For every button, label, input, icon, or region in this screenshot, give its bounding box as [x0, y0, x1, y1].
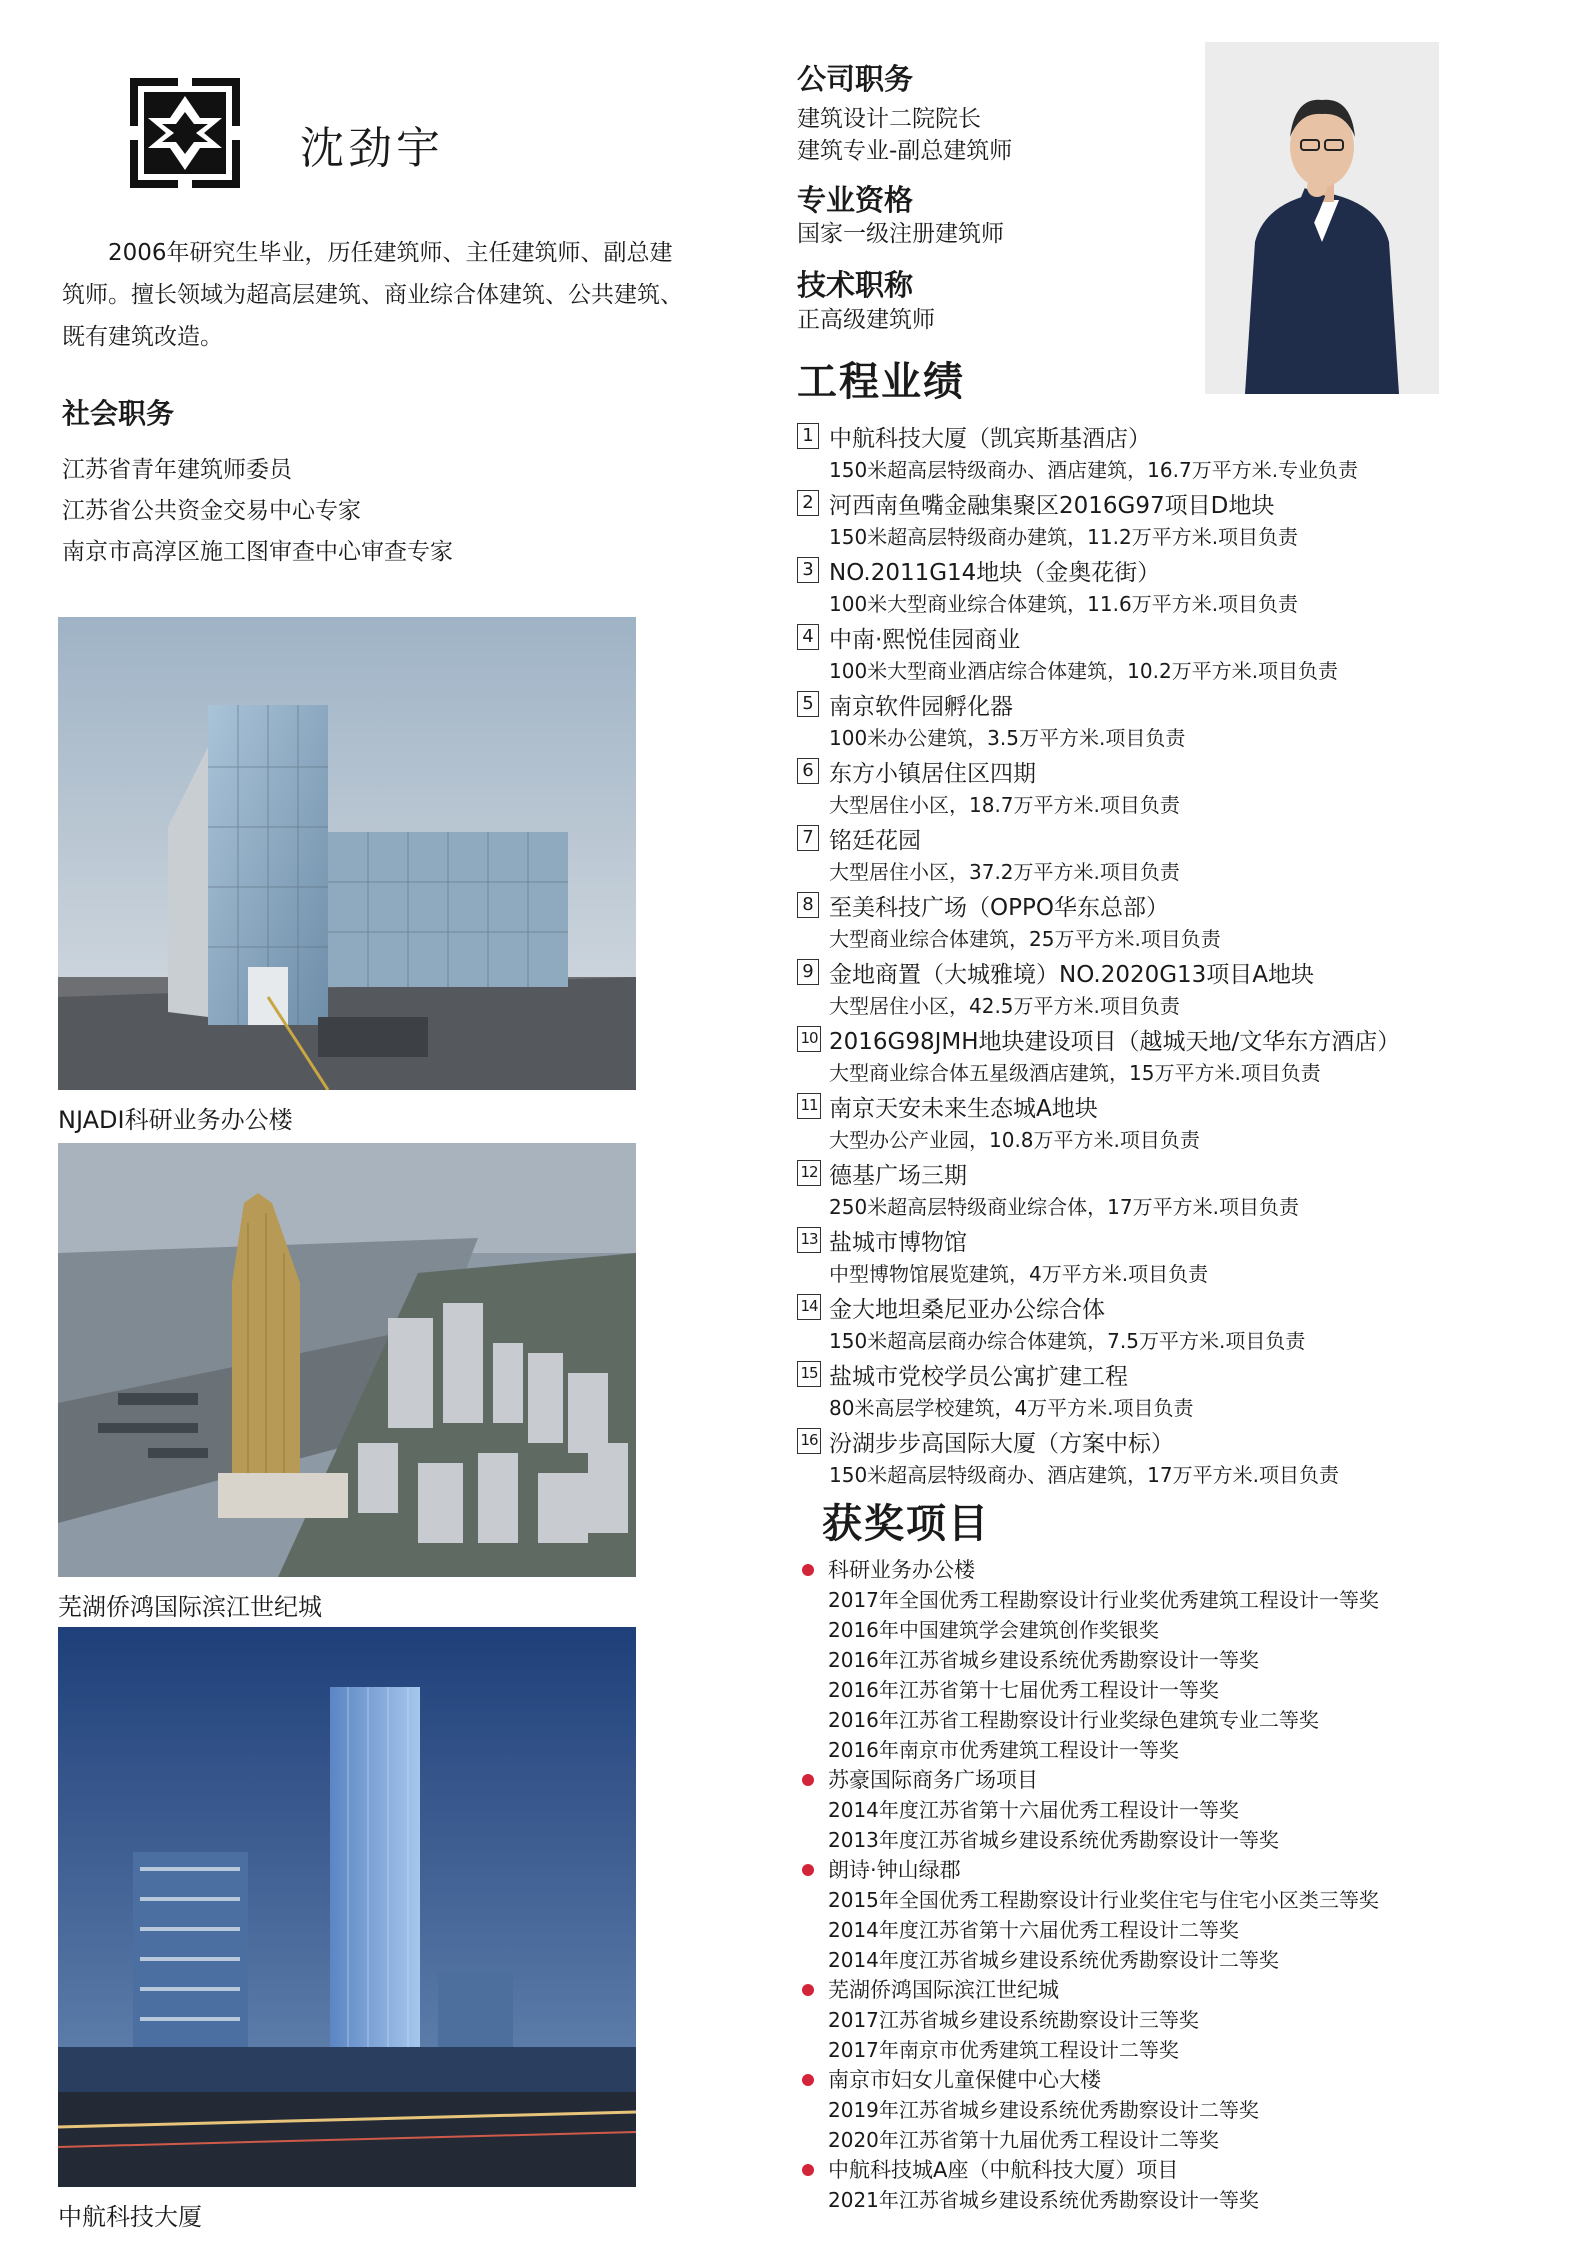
project-item: [797, 889, 1557, 955]
project-description: 大型商业综合体建筑，25万平方米.项目负责: [829, 927, 1221, 951]
project-number: 11: [797, 1093, 821, 1119]
project-title: 中南·熙悦佳园商业: [829, 627, 1021, 653]
award-item: 2013年度江苏省城乡建设系统优秀勘察设计一等奖: [828, 1828, 1279, 1852]
project-description: 大型商业综合体五星级酒店建筑，15万平方米.项目负责: [829, 1061, 1321, 1085]
social-list: [62, 450, 453, 573]
technical-title-heading: 技术职称: [797, 268, 914, 302]
night-skyscraper-photo: [58, 1627, 636, 2187]
award-group: [800, 2065, 1560, 2155]
award-item: 2014年度江苏省城乡建设系统优秀勘察设计二等奖: [828, 1948, 1279, 1972]
project-item: [797, 755, 1557, 821]
project-description: 中型博物馆展览建筑，4万平方米.项目负责: [829, 1262, 1209, 1286]
project-title: 中航科技大厦（凯宾斯基酒店）: [829, 426, 1151, 452]
photo-caption: 中航科技大厦: [58, 2203, 202, 2231]
award-project: 科研业务办公楼: [828, 1558, 975, 1582]
project-item: [797, 1023, 1557, 1089]
project-description: 100米大型商业酒店综合体建筑，10.2万平方米.项目负责: [829, 659, 1339, 683]
project-title: 金地商置（大城雅境）NO.2020G13项目A地块: [829, 962, 1315, 988]
project-number: 5: [797, 691, 819, 717]
project-item: [797, 1425, 1557, 1491]
photo-caption: NJADI科研业务办公楼: [58, 1106, 293, 1134]
project-description: 100米办公建筑，3.5万平方米.项目负责: [829, 726, 1186, 750]
project-description: 150米超高层特级商办、酒店建筑，16.7万平方米.专业负责: [829, 458, 1359, 482]
project-item: [797, 956, 1557, 1022]
project-number: 14: [797, 1294, 821, 1320]
project-number: 12: [797, 1160, 821, 1186]
project-title: 河西南鱼嘴金融集聚区2016G97项目D地块: [829, 493, 1275, 519]
project-description: 80米高层学校建筑，4万平方米.项目负责: [829, 1396, 1194, 1420]
project-title: 南京天安未来生态城A地块: [829, 1096, 1098, 1122]
project-title: 铭廷花园: [829, 828, 921, 854]
project-description: 大型办公产业园，10.8万平方米.项目负责: [829, 1128, 1200, 1152]
project-number: 1: [797, 423, 819, 449]
award-item: 2017江苏省城乡建设系统勘察设计三等奖: [828, 2008, 1199, 2032]
company-position-line: 建筑专业-副总建筑师: [797, 138, 1013, 164]
bullet-icon: [802, 1774, 814, 1786]
bullet-icon: [802, 1564, 814, 1576]
award-project: 苏豪国际商务广场项目: [828, 1768, 1038, 1792]
project-item: [797, 1291, 1557, 1357]
award-group: [800, 2155, 1560, 2215]
award-project: 芜湖侨鸿国际滨江世纪城: [828, 1978, 1059, 2002]
project-item: [797, 420, 1557, 486]
technical-title-line: 正高级建筑师: [797, 307, 935, 333]
award-item: 2016年江苏省城乡建设系统优秀勘察设计一等奖: [828, 1648, 1259, 1672]
award-item: 2014年度江苏省第十六届优秀工程设计一等奖: [828, 1798, 1239, 1822]
project-title: 德基广场三期: [829, 1163, 967, 1189]
bullet-icon: [802, 1864, 814, 1876]
project-title: 盐城市党校学员公寓扩建工程: [829, 1364, 1128, 1390]
project-title: 2016G98JMH地块建设项目（越城天地/文华东方酒店）: [829, 1029, 1401, 1055]
glass-office-building-photo: [58, 617, 636, 1090]
project-description: 150米超高层特级商办、酒店建筑，17万平方米.项目负责: [829, 1463, 1339, 1487]
project-number: 4: [797, 624, 819, 650]
project-item: [797, 1157, 1557, 1223]
project-title: 汾湖步步高国际大厦（方案中标）: [829, 1431, 1174, 1457]
award-item: 2019年江苏省城乡建设系统优秀勘察设计二等奖: [828, 2098, 1259, 2122]
company-position-heading: 公司职务: [797, 62, 914, 96]
award-item: 2015年全国优秀工程勘察设计行业奖住宅与住宅小区类三等奖: [828, 1888, 1379, 1912]
award-item: 2021年江苏省城乡建设系统优秀勘察设计一等奖: [828, 2188, 1259, 2212]
project-number: 6: [797, 758, 819, 784]
project-number: 16: [797, 1428, 821, 1454]
award-item: 2020年江苏省第十九届优秀工程设计二等奖: [828, 2128, 1219, 2152]
project-number: 8: [797, 892, 819, 918]
award-item: 2016年江苏省工程勘察设计行业奖绿色建筑专业二等奖: [828, 1708, 1319, 1732]
award-item: 2016年江苏省第十七届优秀工程设计一等奖: [828, 1678, 1219, 1702]
project-item: [797, 822, 1557, 888]
bullet-icon: [802, 2164, 814, 2176]
project-number: 3: [797, 557, 819, 583]
project-number: 10: [797, 1026, 821, 1052]
award-project: 南京市妇女儿童保健中心大楼: [828, 2068, 1101, 2092]
project-item: [797, 1224, 1557, 1290]
project-description: 大型居住小区，18.7万平方米.项目负责: [829, 793, 1180, 817]
award-item: 2014年度江苏省第十六届优秀工程设计二等奖: [828, 1918, 1239, 1942]
award-item: 2017年南京市优秀建筑工程设计二等奖: [828, 2038, 1179, 2062]
company-logo-icon: [130, 78, 240, 188]
award-item: 2017年全国优秀工程勘察设计行业奖优秀建筑工程设计一等奖: [828, 1588, 1379, 1612]
project-item: [797, 487, 1557, 553]
award-group: [800, 1975, 1560, 2065]
project-title: 至美科技广场（OPPO华东总部）: [829, 895, 1169, 921]
project-number: 9: [797, 959, 819, 985]
person-name: 沈劲宇: [300, 123, 444, 174]
project-title: NO.2011G14地块（金奥花街）: [829, 560, 1161, 586]
award-project: 中航科技城A座（中航科技大厦）项目: [828, 2158, 1179, 2182]
bullet-icon: [802, 2074, 814, 2086]
social-item: 江苏省公共资金交易中心专家: [62, 498, 361, 524]
project-description: 大型居住小区，42.5万平方米.项目负责: [829, 994, 1180, 1018]
company-position-line: 建筑设计二院院长: [797, 106, 981, 132]
project-item: [797, 1090, 1557, 1156]
project-title: 东方小镇居住区四期: [829, 761, 1036, 787]
project-description: 150米超高层商办综合体建筑，7.5万平方米.项目负责: [829, 1329, 1306, 1353]
riverside-tower-aerial-photo: [58, 1143, 636, 1577]
award-item: 2016年南京市优秀建筑工程设计一等奖: [828, 1738, 1179, 1762]
qualification-line: 国家一级注册建筑师: [797, 221, 1004, 247]
project-description: 大型居住小区，37.2万平方米.项目负责: [829, 860, 1180, 884]
award-item: 2016年中国建筑学会建筑创作奖银奖: [828, 1618, 1159, 1642]
project-item: [797, 554, 1557, 620]
project-item: [797, 621, 1557, 687]
project-number: 13: [797, 1227, 821, 1253]
project-title: 盐城市博物馆: [829, 1230, 967, 1256]
qualification-heading: 专业资格: [797, 183, 914, 217]
project-number: 7: [797, 825, 819, 851]
project-item: [797, 1358, 1557, 1424]
award-group: [800, 1855, 1560, 1975]
social-heading: 社会职务: [62, 397, 175, 430]
award-group: [800, 1765, 1560, 1855]
award-group: [800, 1555, 1560, 1765]
project-item: [797, 688, 1557, 754]
project-title: 南京软件园孵化器: [829, 694, 1013, 720]
award-project: 朗诗·钟山绿郡: [828, 1858, 961, 1882]
man-in-suit-portrait: [1205, 42, 1439, 394]
project-title: 金大地坦桑尼亚办公综合体: [829, 1297, 1105, 1323]
awards-list: [800, 1555, 1560, 2215]
project-description: 100米大型商业综合体建筑，11.6万平方米.项目负责: [829, 592, 1299, 616]
project-number: 15: [797, 1361, 821, 1387]
awards-heading: 获奖项目: [822, 1501, 990, 1547]
project-number: 2: [797, 490, 819, 516]
projects-heading: 工程业绩: [797, 359, 965, 405]
social-item: 南京市高淳区施工图审查中心审查专家: [62, 539, 453, 565]
project-description: 150米超高层特级商办建筑，11.2万平方米.项目负责: [829, 525, 1299, 549]
social-item: 江苏省青年建筑师委员: [62, 457, 292, 483]
bio-paragraph: 2006年研究生毕业，历任建筑师、主任建筑师、副总建筑师。擅长领域为超高层建筑、商业综合体建筑、公共建筑、既有建筑改造。: [62, 240, 683, 350]
project-description: 250米超高层特级商业综合体，17万平方米.项目负责: [829, 1195, 1299, 1219]
bullet-icon: [802, 1984, 814, 1996]
photo-caption: 芜湖侨鸿国际滨江世纪城: [58, 1593, 322, 1621]
